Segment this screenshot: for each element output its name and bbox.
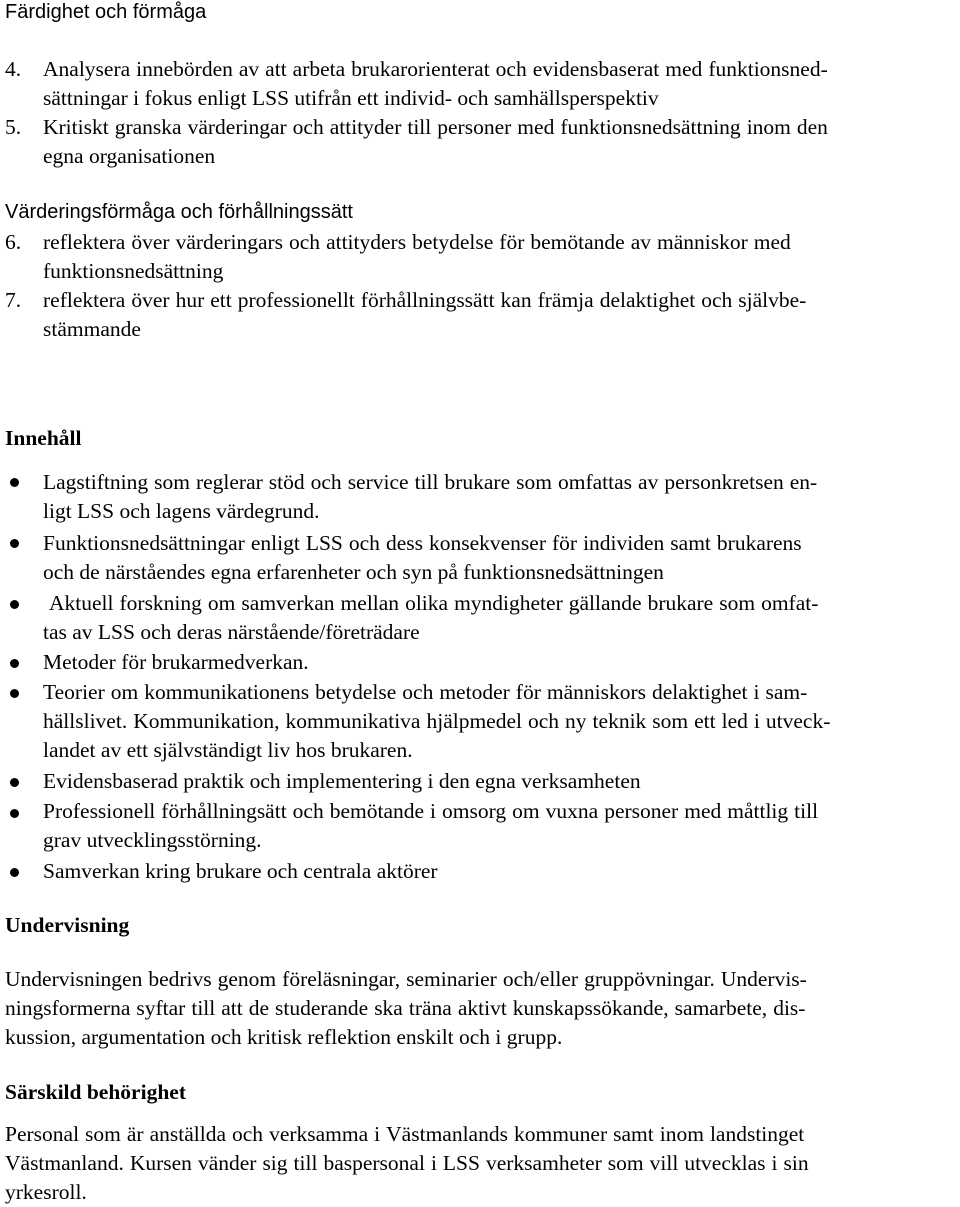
content-bullet-1-line-2: ligt LSS och lagens värdegrund. (43, 499, 320, 523)
bullet-icon (10, 600, 19, 609)
content-bullet-5-line-1: Teorier om kommunikationens betydelse och metoder för människors delaktighet i sam- (43, 680, 808, 704)
content-bullet-6-line-1: Evidensbaserad praktik och implementering i den egna verksamheten (43, 769, 641, 793)
list-number: 4. (5, 57, 22, 81)
list-item-6-line-2: funktionsnedsättning (43, 259, 224, 283)
content-bullet-2-line-1: Funktionsnedsättningar enligt LSS och dess konsekvenser för individen samt brukarens (43, 531, 802, 555)
bullet-icon (10, 689, 19, 698)
list-item-7-line-1: reflektera över hur ett professionellt förhållningssätt kan främja delaktighet och självbe- (43, 288, 807, 312)
bullet-icon (10, 778, 19, 787)
list-number: 7. (5, 288, 22, 312)
bullet-icon (10, 809, 19, 818)
list-number: 6. (5, 230, 22, 254)
content-bullet-4-line-1: Metoder för brukarmedverkan. (43, 650, 309, 674)
content-bullet-5-line-3: landet av ett självständigt liv hos brukaren. (43, 738, 413, 762)
content-bullet-7-line-1: Professionell förhållningsätt och bemötande i omsorg om vuxna personer med måttlig till (43, 799, 819, 823)
list-item-4-line-2: sättningar i fokus enligt LSS utifrån ett individ- och samhällsperspektiv (43, 86, 659, 110)
list-item-4-line-1: Analysera innebörden av att arbeta brukarorienterat och evidensbaserat med funktionsned- (43, 57, 828, 81)
content-bullet-5-line-2: hällslivet. Kommunikation, kommunikativa hjälpmedel och ny teknik som ett led i utveck- (43, 709, 831, 733)
section-heading-teaching: Undervisning (5, 913, 130, 937)
content-bullet-8-line-1: Samverkan kring brukare och centrala aktörer (43, 859, 438, 883)
section-heading-skills: Färdighet och förmåga (5, 1, 207, 23)
teaching-line-1: Undervisningen bedrivs genom föreläsningar, seminarier och/eller gruppövningar. Undervis- (5, 967, 807, 991)
list-item-6-line-1: reflektera över värderingars och attityders betydelse för bemötande av människor med (43, 230, 791, 254)
content-bullet-2-line-2: och de närståendes egna erfarenheter och syn på funktionsnedsättningen (43, 560, 664, 584)
bullet-icon (10, 659, 19, 668)
eligibility-line-1: Personal som är anställda och verksamma i Västmanlands kommuner samt inom landstinget (5, 1122, 805, 1146)
list-item-5-line-1: Kritiskt granska värderingar och attityder till personer med funktionsnedsättning inom den (43, 115, 828, 139)
section-heading-eligibility: Särskild behörighet (5, 1080, 186, 1104)
eligibility-line-3: yrkesroll. (5, 1180, 87, 1204)
content-bullet-3-line-2: tas av LSS och deras närstående/företrädare (43, 620, 420, 644)
list-item-5-line-2: egna organisationen (43, 144, 216, 168)
teaching-line-2: ningsformerna syftar till att de studerande ska träna aktivt kunskapssökande, samarbete, dis- (5, 996, 806, 1020)
content-bullet-3-line-1: Aktuell forskning om samverkan mellan olika myndigheter gällande brukare som omfat- (49, 591, 819, 615)
content-bullet-7-line-2: grav utvecklingsstörning. (43, 828, 262, 852)
eligibility-line-2: Västmanland. Kursen vänder sig till baspersonal i LSS verksamheter som vill utvecklas i sin (5, 1151, 809, 1175)
bullet-icon (10, 868, 19, 877)
section-heading-values: Värderingsförmåga och förhållningssätt (5, 201, 353, 223)
section-heading-content: Innehåll (5, 426, 82, 450)
content-bullet-1-line-1: Lagstiftning som reglerar stöd och service till brukare som omfattas av personkretsen en- (43, 470, 818, 494)
teaching-line-3: kussion, argumentation och kritisk reflektion enskilt och i grupp. (5, 1025, 563, 1049)
bullet-icon (10, 478, 19, 487)
list-item-7-line-2: stämmande (43, 317, 141, 341)
list-number: 5. (5, 115, 22, 139)
bullet-icon (10, 539, 19, 548)
